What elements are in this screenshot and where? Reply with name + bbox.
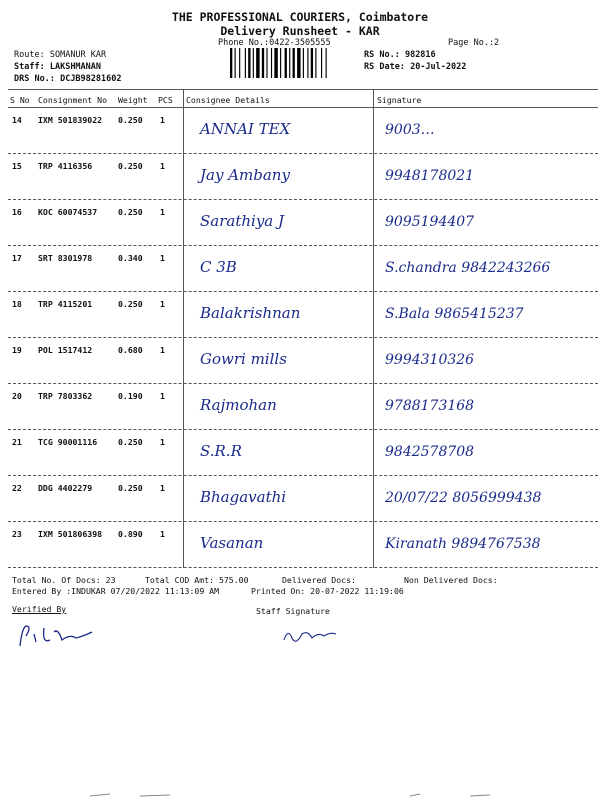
col-header-consignee: Consignee Details xyxy=(186,95,270,105)
row-consignment-no: TRP 4116356 xyxy=(38,161,93,171)
row-consignment-no: TRP 7803362 xyxy=(38,391,93,401)
rs-no-value: 982816 xyxy=(404,50,436,60)
col-header-consignment: Consignment No xyxy=(38,95,108,105)
row-consignment-no: SRT 8301978 xyxy=(38,253,93,263)
row-pcs: 1 xyxy=(160,529,165,539)
row-sno: 19 xyxy=(12,345,22,355)
row-divider xyxy=(8,245,598,246)
col-header-sno: S No xyxy=(10,95,30,105)
row-weight: 0.680 xyxy=(118,345,143,355)
staff-signature-label: Staff Signature xyxy=(256,606,330,616)
row-signature-handwritten: 9994310326 xyxy=(385,352,475,368)
row-pcs: 1 xyxy=(160,115,165,125)
row-divider xyxy=(8,153,598,154)
row-signature-handwritten: 9788173168 xyxy=(385,398,475,414)
staff-label: Staff: xyxy=(14,62,45,72)
table-top-rule xyxy=(8,89,598,90)
row-sno: 20 xyxy=(12,391,22,401)
row-signature-handwritten: 9003… xyxy=(385,122,435,138)
row-sno: 22 xyxy=(12,483,22,493)
row-sno: 15 xyxy=(12,161,22,171)
row-consignee-handwritten: Balakrishnan xyxy=(200,304,301,322)
row-divider xyxy=(8,383,598,384)
row-sno: 21 xyxy=(12,437,22,447)
drs-value: DCJB98281602 xyxy=(60,74,122,84)
row-signature-handwritten: 9948178021 xyxy=(385,168,475,184)
printed-on: Printed On: 20-07-2022 11:19:06 xyxy=(251,586,404,596)
row-signature-handwritten: 9842578708 xyxy=(385,444,475,460)
row-weight: 0.190 xyxy=(118,391,143,401)
staff-line xyxy=(14,62,101,72)
row-weight: 0.250 xyxy=(118,115,143,125)
rs-date-line xyxy=(364,62,466,72)
row-pcs: 1 xyxy=(160,161,165,171)
total-docs: Total No. Of Docs: 23 xyxy=(12,575,116,585)
delivered-docs: Delivered Docs: xyxy=(282,575,356,585)
row-pcs: 1 xyxy=(160,437,165,447)
drs-line xyxy=(14,74,122,84)
document-subtitle: Delivery Runsheet - KAR xyxy=(220,24,380,38)
row-sno: 18 xyxy=(12,299,22,309)
row-pcs: 1 xyxy=(160,299,165,309)
row-consignment-no: DDG 4402279 xyxy=(38,483,93,493)
row-signature-handwritten: S.Bala 9865415237 xyxy=(385,306,524,322)
row-consignee-handwritten: Jay Ambany xyxy=(200,166,290,184)
row-consignment-no: IXM 501839022 xyxy=(38,115,103,125)
row-consignee-handwritten: C 3B xyxy=(200,258,237,276)
row-sno: 16 xyxy=(12,207,22,217)
route-label: Route: xyxy=(14,50,45,60)
staff-signature-scrawl xyxy=(280,620,340,650)
row-consignee-handwritten: Vasanan xyxy=(200,534,264,552)
row-signature-handwritten: Kiranath 9894767538 xyxy=(385,536,541,552)
staff-value: LAKSHMANAN xyxy=(49,62,102,72)
row-consignment-no: TRP 4115201 xyxy=(38,299,93,309)
row-sno: 23 xyxy=(12,529,22,539)
row-consignee-handwritten: Sarathiya J xyxy=(200,212,285,230)
bottom-stray-marks xyxy=(90,790,510,800)
row-weight: 0.890 xyxy=(118,529,143,539)
signature-column-divider xyxy=(373,89,374,568)
barcode-image xyxy=(230,48,356,78)
row-divider xyxy=(8,291,598,292)
entered-by: Entered By :INDUKAR 07/20/2022 11:13:09 AM xyxy=(12,586,220,596)
consignee-column-divider xyxy=(183,89,184,568)
row-sno: 14 xyxy=(12,115,22,125)
row-consignee-handwritten: S.R.R xyxy=(200,442,242,460)
document-title: THE PROFESSIONAL COURIERS, Coimbatore xyxy=(171,10,429,24)
drs-label: DRS No.: xyxy=(14,74,55,84)
row-divider xyxy=(8,521,598,522)
verified-by-signature xyxy=(14,618,104,654)
row-pcs: 1 xyxy=(160,391,165,401)
row-consignment-no: IXM 501806398 xyxy=(38,529,103,539)
table-header-rule xyxy=(8,107,598,108)
row-signature-handwritten: 9095194407 xyxy=(385,214,475,230)
row-consignment-no: POL 1517412 xyxy=(38,345,93,355)
route-line xyxy=(14,50,106,60)
row-sno: 17 xyxy=(12,253,22,263)
row-weight: 0.250 xyxy=(118,483,143,493)
row-divider xyxy=(8,429,598,430)
row-weight: 0.250 xyxy=(118,437,143,447)
row-weight: 0.250 xyxy=(118,207,143,217)
total-cod: Total COD Amt: 575.00 xyxy=(145,575,249,585)
rs-date-value: 20-Jul-2022 xyxy=(410,62,467,72)
rs-date-label: RS Date: xyxy=(364,62,405,72)
row-divider xyxy=(8,199,598,200)
page-number: Page No.:2 xyxy=(448,38,500,48)
non-delivered-docs: Non Delivered Docs: xyxy=(404,575,498,585)
row-consignee-handwritten: Gowri mills xyxy=(200,350,287,368)
phone-number: Phone No.:0422-3505555 xyxy=(218,38,331,48)
row-weight: 0.340 xyxy=(118,253,143,263)
row-divider xyxy=(8,337,598,338)
row-consignment-no: KOC 60074537 xyxy=(38,207,98,217)
row-signature-handwritten: 20/07/22 8056999438 xyxy=(385,490,542,506)
row-divider xyxy=(8,567,598,568)
row-weight: 0.250 xyxy=(118,161,143,171)
col-header-weight: Weight xyxy=(118,95,148,105)
row-divider xyxy=(8,475,598,476)
verified-by-label: Verified By xyxy=(12,604,67,614)
row-pcs: 1 xyxy=(160,207,165,217)
rs-no-label: RS No.: xyxy=(364,50,400,60)
col-header-signature: Signature xyxy=(377,95,422,105)
row-weight: 0.250 xyxy=(118,299,143,309)
row-consignee-handwritten: ANNAI TEX xyxy=(200,120,291,138)
row-pcs: 1 xyxy=(160,253,165,263)
row-pcs: 1 xyxy=(160,345,165,355)
row-consignee-handwritten: Bhagavathi xyxy=(200,488,287,506)
route-value: SOMANUR KAR xyxy=(49,50,107,60)
col-header-pcs: PCS xyxy=(158,95,173,105)
rs-no-line xyxy=(364,50,436,60)
row-consignment-no: TCG 90001116 xyxy=(38,437,98,447)
row-signature-handwritten: S.chandra 9842243266 xyxy=(385,260,551,276)
row-pcs: 1 xyxy=(160,483,165,493)
row-consignee-handwritten: Rajmohan xyxy=(200,396,277,414)
